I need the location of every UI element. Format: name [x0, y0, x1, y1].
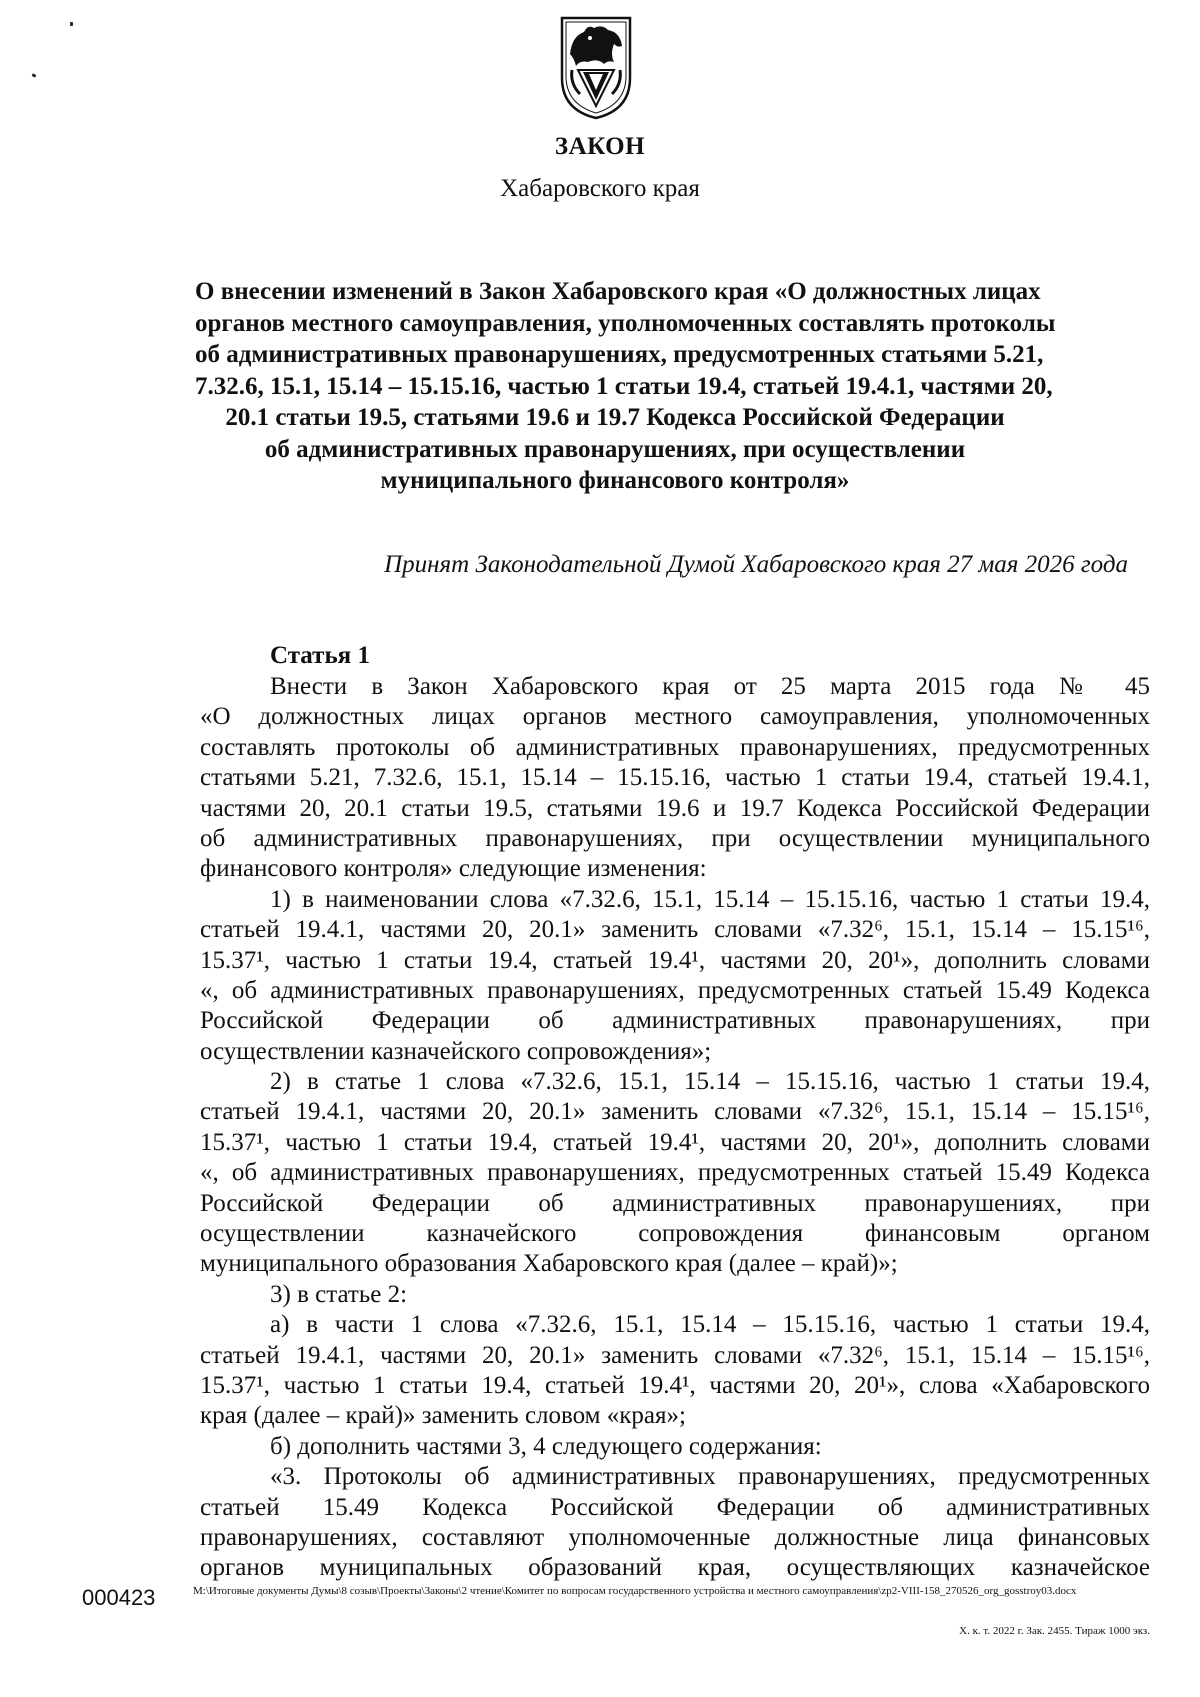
body-line: статьей 19.4.1, частями 20, 20.1» заменить словами «7.32⁶, 15.1, 15.14 – 15.15¹⁶, [200, 1341, 1150, 1369]
law-title-line: муниципального финансового контроля» [380, 467, 850, 494]
body-line: Российской Федерации об административных правонарушениях, при [200, 1007, 1150, 1035]
body-line: «3. Протоколы об административных правонарушениях, предусмотренных [270, 1463, 1150, 1491]
law-title-line: об административных правонарушениях, при осуществлении [264, 435, 966, 463]
print-info-footer: Х. к. т. 2022 г. Зак. 2455. Тираж 1000 экз. [959, 1625, 1150, 1637]
body-line: Российской Федерации об административных правонарушениях, при [200, 1189, 1150, 1217]
law-title-line: О внесении изменений в Закон Хабаровского края «О должностных лицах [195, 278, 1041, 305]
body-line: осуществлении казначейского сопровождения финансовым органом [200, 1220, 1150, 1248]
article-body [200, 672, 1150, 1584]
document-region-subtitle: Хабаровского края [500, 175, 700, 202]
body-line: 15.37¹, частью 1 статьи 19.4, статьей 19.4¹, частями 20, 20¹», дополнить словами [200, 946, 1150, 974]
coat-of-arms-bear-icon [558, 14, 634, 120]
body-line: правонарушениях, составляют уполномоченные должностные лица финансовых [200, 1523, 1150, 1551]
document-number: 000423 [82, 1585, 156, 1610]
scan-speck [70, 22, 73, 26]
law-title-line: органов местного самоуправления, уполномоченных составлять протоколы [195, 309, 1056, 337]
body-line: финансового контроля» следующие изменения: [200, 855, 707, 883]
body-line: муниципального образования Хабаровского края (далее – край)»; [200, 1250, 898, 1278]
body-line: органов муниципальных образований края, осуществляющих казначейское [200, 1554, 1150, 1582]
body-line: статьей 19.4.1, частями 20, 20.1» заменить словами «7.32⁶, 15.1, 15.14 – 15.15¹⁶, [200, 916, 1150, 944]
adoption-note: Принят Законодательной Думой Хабаровского края 27 мая 2026 года [384, 551, 1128, 578]
body-line: б) дополнить частями 3, 4 следующего содержания: [270, 1432, 822, 1460]
body-line: 2) в статье 1 слова «7.32.6, 15.1, 15.14 – 15.15.16, частью 1 статьи 19.4, [270, 1068, 1150, 1096]
body-line: 1) в наименовании слова «7.32.6, 15.1, 15.14 – 15.15.16, частью 1 статьи 19.4, [270, 885, 1150, 913]
body-line: об административных правонарушениях, при осуществлении муниципального [200, 824, 1150, 852]
body-line: статьей 19.4.1, частями 20, 20.1» заменить словами «7.32⁶, 15.1, 15.14 – 15.15¹⁶, [200, 1098, 1150, 1126]
law-title-line: 7.32.6, 15.1, 15.14 – 15.15.16, частью 1 статьи 19.4, статьей 19.4.1, частями 20, [195, 372, 1053, 400]
body-line: осуществлении казначейского сопровождения»; [200, 1037, 712, 1065]
document-type-title: ЗАКОН [554, 133, 646, 160]
body-line: «, об административных правонарушениях, предусмотренных статьей 15.49 Кодекса [200, 976, 1150, 1004]
body-line: края (далее – край)» заменить словом «края»; [200, 1402, 686, 1430]
body-line: частями 20, 20.1 статьи 19.5, статьями 19.6 и 19.7 Кодекса Российской Федерации [200, 794, 1150, 822]
body-line: 15.37¹, частью 1 статьи 19.4, статьей 19.4¹, частями 20, 20¹», дополнить словами [200, 1128, 1150, 1156]
body-line: «, об административных правонарушениях, предусмотренных статьей 15.49 Кодекса [200, 1159, 1150, 1187]
body-line: а) в части 1 слова «7.32.6, 15.1, 15.14 – 15.15.16, частью 1 статьи 19.4, [270, 1311, 1150, 1339]
body-line: статьями 5.21, 7.32.6, 15.1, 15.14 – 15.15.16, частью 1 статьи 19.4, статьей 19.4.1, [200, 764, 1150, 792]
article-heading: Статья 1 [270, 642, 370, 669]
body-line: 15.37¹, частью 1 статьи 19.4, статьей 19.4¹, частями 20, 20¹», слова «Хабаровского [200, 1371, 1150, 1399]
law-title [195, 276, 1056, 497]
law-title-line: 20.1 статьи 19.5, статьями 19.6 и 19.7 Кодекса Российской Федерации [225, 404, 1005, 431]
scan-speck [32, 73, 37, 78]
body-line: 3) в статье 2: [270, 1280, 408, 1308]
body-line: составлять протоколы об административных правонарушениях, предусмотренных [200, 733, 1150, 761]
law-title-line: об административных правонарушениях, предусмотренных статьями 5.21, [195, 341, 1044, 368]
body-line: «О должностных лицах органов местного самоуправления, уполномоченных [200, 703, 1150, 731]
body-line: статьей 15.49 Кодекса Российской Федерации об административных [200, 1493, 1150, 1521]
body-line: Внести в Закон Хабаровского края от 25 марта 2015 года № 45 [270, 673, 1150, 700]
file-path-footer: М:\Итоговые документы Думы\8 созыв\Проекты\Законы\2 чтение\Комитет по вопросам государственного устройства и местного самоуправления\zp2-VIII-158_270526_org_gosstroy03.docx [193, 1585, 1077, 1597]
